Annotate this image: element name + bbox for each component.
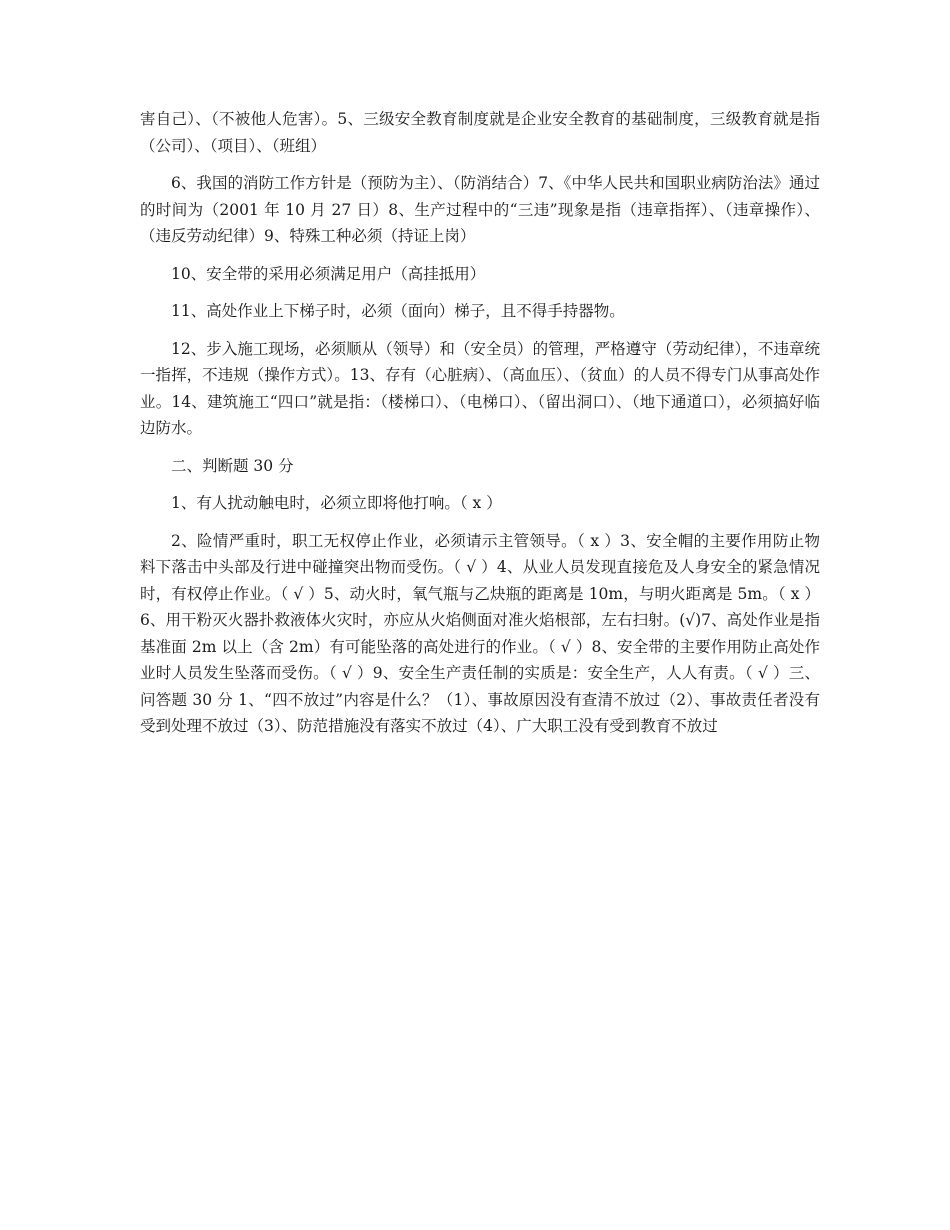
paragraph-site-rules: 12、步入施工现场，必须顺从（领导）和（安全员）的管理，严格遵守（劳动纪律），不违章统一指挥，不违规（操作方式）。13、存有（心脏病）、（高血压）、（贫血）的人员不得专门从事高处作业。14、建筑施工“四口”就是指：（楼梯口）、（电梯口）、（留出洞口）、（地下通道口），必须搞好临边防水。: [140, 339, 820, 437]
paragraph-safety-education: 害自己）、（不被他人危害）。5、三级安全教育制度就是企业安全教育的基础制度，三级教育就是指（公司）、（项目）、（班组）: [140, 110, 820, 155]
paragraph-true-false-answers: 2、险情严重时，职工无权停止作业，必须请示主管领导。（ x ）3、安全帽的主要作用防止物料下落击中头部及行进中碰撞突出物而受伤。（ √ ）4、从业人员发现直接危及人身安全的紧急情况时，有权停止作业。（ √ ）5、动火时，氧气瓶与乙炔瓶的距离是 10m，与明火距离是 5m。（ x ）6、用干粉灭火器扑救液体火灾时，亦应从火焰侧面对准火焰根部，左右扫射。(√)7、高处作业是指基准面 2m 以上（含 2m）有可能坠落的高处进行的作业。（ √ ）8、安全带的主要作用防止高处作业时人员发生坠落而受伤。（ √ ）9、安全生产责任制的实质是：安全生产，人人有责。（ √ ）三、问答题 30 分 1、“四不放过”内容是什么？（1）、事故原因没有查清不放过（2）、事故责任者没有受到处理不放过（3）、防范措施没有落实不放过（4）、广大职工没有受到教育不放过: [140, 531, 820, 735]
paragraph-safety-belt: 10、安全带的采用必须满足用户（高挂抵用）: [171, 264, 486, 283]
paragraph-fire-policy: 6、我国的消防工作方针是（预防为主）、（防消结合）7、《中华人民共和国职业病防治法》通过的时间为（2001 年 10 月 27 日）8、生产过程中的“三违”现象是指（违章指挥）、（违章操作）、（违反劳动纪律）9、特殊工种必须（持证上岗）: [140, 174, 820, 245]
paragraph-electric-shock: 1、有人扰动触电时，必须立即将他打响。（ x ）: [171, 494, 502, 512]
section-heading-true-false: 二、判断题 30 分: [171, 456, 294, 475]
paragraph-ladder: 11、高处作业上下梯子时，必须（面向）梯子，且不得手持器物。: [171, 302, 625, 320]
document-body: [140, 106, 820, 751]
